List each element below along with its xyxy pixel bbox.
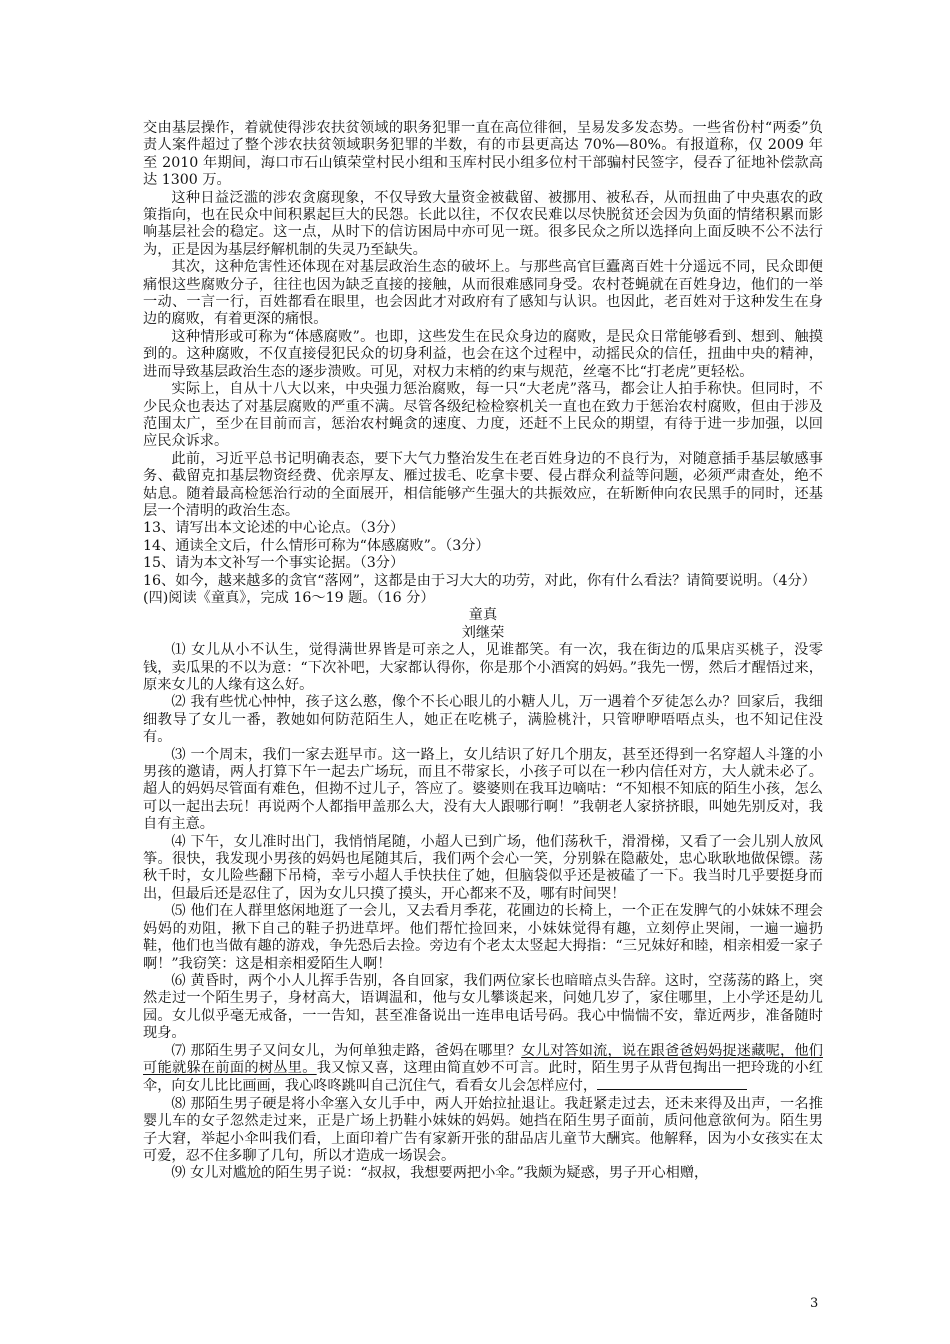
story-paragraph-6: ⑹ 黄昏时，两个小人儿挥手告别，各自回家，我们两位家长也暗暗点头告辞。这时，空荡荡的路上，突然走过一个陌生男子，身材高大，语调温和，他与女儿攀谈起来，问她几岁了，家住哪里，上小学还是幼儿园。女儿似乎毫无戒备，一一告知，甚至准备说出一连串电话号码。我心中惴惴不安，靠近两步，准备随时现身。 — [143, 972, 823, 1042]
question-15: 15、请为本文补写一个事实论据。（3分） — [143, 555, 405, 572]
question-14: 14、通读全文后，什么情形可称为“体感腐败”。（3分） — [143, 537, 490, 554]
story-title: 童真 — [468, 607, 498, 624]
story-author: 刘继荣 — [461, 624, 505, 641]
paragraph-3: 其次，这种危害性还体现在对基层政治生态的破坏上。与那些高官巨蠹离百姓十分遥远不同，民众即便痛恨这些腐败分子，往往也因为缺乏直接的接触，从而很难感同身受。农村苍蝇就在百姓身边，他们的一举一动、一言一行，百姓都看在眼里，也会因此才对政府有了感知与认识。也因此，老百姓对于这种发生在身边的腐败，有着更深的痛恨。 — [143, 259, 823, 328]
story-paragraph-1: ⑴ 女儿从小不认生，觉得满世界皆是可亲之人，见谁都笑。有一次，我在街边的瓜果店买桃子，没零钱，卖瓜果的不以为意：“下次补吧，大家都认得你，你是那个小酒窝的妈妈。”我先一愣，然后才醒悟过来，原来女儿的人缘有这么好。 — [143, 642, 823, 693]
story-paragraph-7 — [143, 1043, 823, 1096]
paragraph-6: 此前，习近平总书记明确表态，要下大气力整治发生在老百姓身边的不良行为，对随意插手基层敏感事务、截留克扣基层物资经费、优亲厚友、雁过拔毛、吃拿卡要、侵占群众利益等问题，必须严肃查处，绝不姑息。随着最高检惩治行动的全面展开，相信能够产生强大的共振效应，在斩断伸向农民黑手的同时，还基层一个清明的政治生态。 — [143, 450, 823, 519]
paragraph-2: 这种日益泛滥的涉农贪腐现象，不仅导致大量资金被截留、被挪用、被私吞，从而扭曲了中央惠农的政策指向，也在民众中间积累起巨大的民怨。长此以往，不仅农民难以尽快脱贫还会因为负面的情绪积累而影响基层社会的稳定。这一点，从时下的信访困局中亦可见一斑。很多民众之所以选择向上面反映不公不法行为，正是因为基层纾解机制的失灵乃至缺失。 — [143, 189, 823, 258]
story-paragraph-7-start: ⑺ 那陌生男子又问女儿，为何单独走路，爸妈在哪里？ — [171, 1042, 522, 1059]
story-paragraph-5: ⑸ 他们在人群里悠闲地逛了一会儿，又去看月季花，花圃边的长椅上，一个正在发脾气的小妹妹不理会妈妈的劝阻，揪下自己的鞋子扔进草坪。他们帮忙捡回来，小妹妹觉得有趣，立刻停止哭闹，一遍一遍扔鞋，他们也当做有趣的游戏，争先恐后去捡。旁边有个老太太竖起大拇指：“三兄妹好和睦，相亲相爱一家子啊！”我窃笑：这是相亲相爱陌生人啊！ — [143, 903, 823, 972]
paragraph-1: 交由基层操作，着就使得涉农扶贫领域的职务犯罪一直在高位徘徊，呈易发多发态势。一些省份村“两委”负责人案件超过了整个涉农扶贫领域职务犯罪的半数，有的市县更高达 70%—80%。有报道称，仅 2009 年至 2010 年期间，海口市石山镇荣堂村民小组和玉库村民小组多位村干部骗村民签字，侵吞了征地补偿款高达 1300 万。 — [143, 120, 823, 189]
story-paragraph-3: ⑶ 一个周末，我们一家去逛早市。这一路上，女儿结识了好几个朋友，甚至还得到一名穿超人斗篷的小男孩的邀请，两人打算下午一起去广场玩，而且不带家长，小孩子可以在一秒内信任对方，大人就未必了。超人的妈妈尽管面有难色，但拗不过儿子，答应了。婆婆则在我耳边嘀咕：“不知根不知底的陌生小孩，怎么可以一起出去玩！再说两个人都指甲盖那么大，没有大人跟哪行啊！”我朝老人家挤挤眼，叫她先别反对，我自有主意。 — [143, 746, 823, 833]
question-16: 16、如今，越来越多的贪官“落网”，这都是由于习大大的功劳，对此，你有什么看法？请简要说明。（4分） — [143, 572, 816, 589]
question-13: 13、请写出本文论述的中心论点。（3分） — [143, 520, 405, 537]
answer-blank — [597, 1077, 747, 1090]
story-paragraph-8: ⑻ 那陌生男子硬是将小伞塞入女儿手中，两人开始拉扯退让。我赶紧走过去，还未来得及出声，一名推婴儿车的女子忽然走过来，正是广场上扔鞋小妹妹的妈妈。她挡在陌生男子面前，质问他意欲何为。陌生男子大窘，举起小伞叫我们看，上面印着广告有家新开张的甜品店儿童节大酬宾。他解释，因为小女孩实在太可爱，忍不住多聊了几句，所以才造成一场误会。 — [143, 1095, 823, 1164]
story-paragraph-2: ⑵ 我有些忧心忡忡，孩子这么憨，像个不长心眼儿的小糖人儿，万一遇着个歹徒怎么办？回家后，我细细教导了女儿一番，教她如何防范陌生人，她正在吃桃子，满脸桃汁，只管咿咿唔唔点头，也不知记住没有。 — [143, 694, 823, 746]
story-paragraph-7-end: 我又惊又喜，这理由简直妙不可言。此时，陌生男子从背包掏出一把玲珑的小红伞，向女儿比比画画，我心咚咚跳叫自己沉住气，看看女儿会怎样应付， — [143, 1059, 823, 1095]
page-number: 3 — [810, 1296, 819, 1311]
document-page — [143, 120, 823, 1183]
story-paragraph-9: ⑼ 女儿对尴尬的陌生男子说：“叔叔，我想要两把小伞。”我颇为疑惑，男子开心相赠， — [171, 1165, 709, 1182]
paragraph-5: 实际上，自从十八大以来，中央强力惩治腐败，每一只“大老虎”落马，都会让人拍手称快。但同时，不少民众也表达了对基层腐败的严重不满。尽管各级纪检检察机关一直也在致力于惩治农村腐败，但由于涉及范围太广，至少在目前而言，惩治农村蝇贪的速度、力度，还赶不上民众的期望，有待于进一步加强，以回应民众诉求。 — [143, 381, 823, 450]
underlined-sentence: 女儿对答如流，说在跟爸爸妈妈捉迷藏呢，他们可能就躲在前面的树丛里。 — [143, 1042, 823, 1076]
paragraph-4: 这种情形或可称为“体感腐败”。也即，这些发生在民众身边的腐败，是民众日常能够看到、想到、触摸到的。这种腐败，不仅直接侵犯民众的切身利益，也会在这个过程中，动摇民众的信任，扭曲中央的精神，进而导致基层政治生态的逐步溃败。可见，对权力末梢的约束与规范，丝毫不比“打老虎”更轻松。 — [143, 328, 823, 380]
section-heading: (四)阅读《童真》，完成 16～19 题。（16 分） — [143, 589, 435, 606]
story-paragraph-4: ⑷ 下午，女儿准时出门，我悄悄尾随，小超人已到广场，他们荡秋千，滑滑梯，又看了一会儿别人放风筝。很快，我发现小男孩的妈妈也尾随其后，我们两个会心一笑，分别躲在隐蔽处，忠心耿耿地做保镖。荡秋千时，女儿险些翻下吊椅，幸亏小超人手快扶住了她，但脑袋似乎还是被磕了一下。我当时几乎要挺身而出，但最后还是忍住了，因为女儿只摸了摸头，开心都来不及，哪有时间哭！ — [143, 833, 823, 902]
